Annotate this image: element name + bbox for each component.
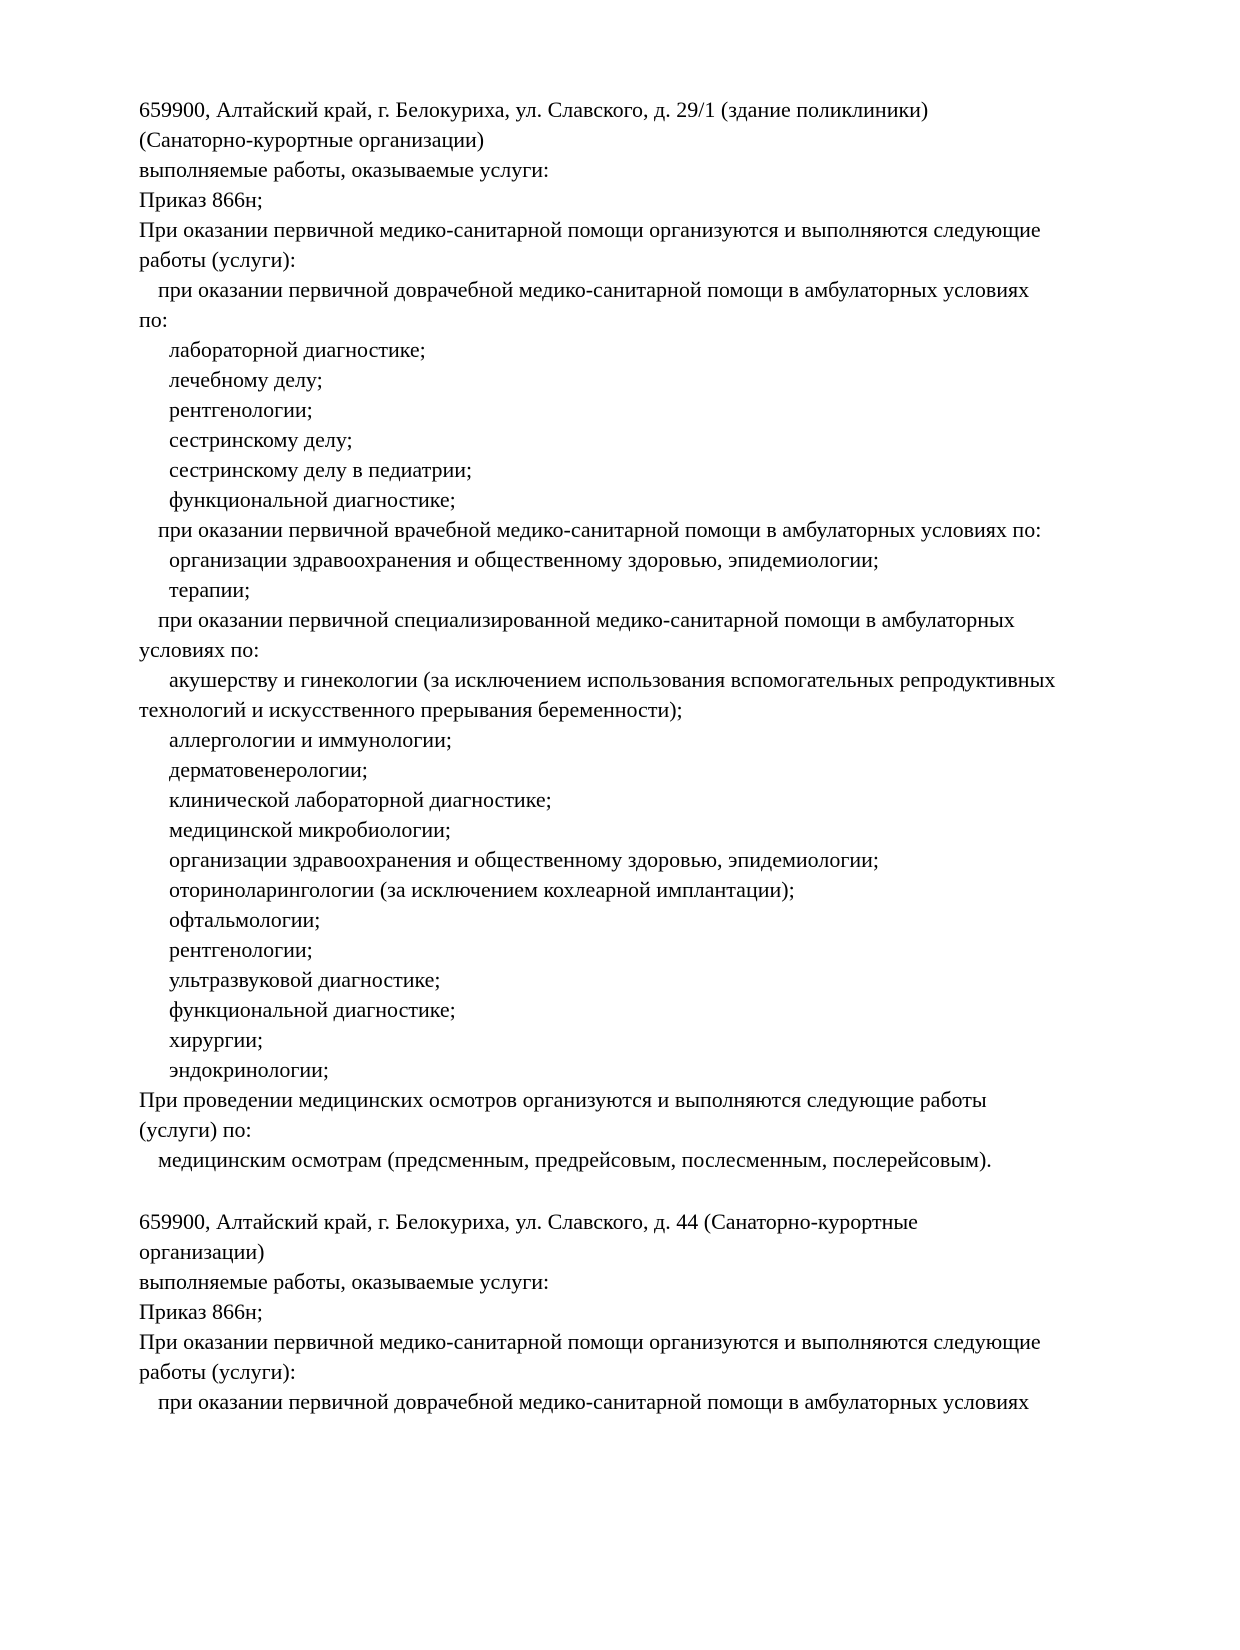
text-line: при оказании первичной доврачебной медико-санитарной помощи в амбулаторных условиях (158, 1389, 1030, 1414)
text-line: терапии; (169, 577, 251, 602)
text-line: рентгенологии; (169, 937, 313, 962)
text-line: При оказании первичной медико-санитарной помощи организуются и выполняются следующие (139, 217, 1041, 242)
text-line: организации здравоохранения и общественному здоровью, эпидемиологии; (169, 847, 880, 872)
text-line: (Санаторно-курортные организации) (139, 127, 485, 152)
text-line: при оказании первичной специализированной медико-санитарной помощи в амбулаторных (158, 607, 1015, 632)
text-line: при оказании первичной врачебной медико-санитарной помощи в амбулаторных условиях по: (158, 517, 1042, 542)
text-line: лабораторной диагностике; (169, 337, 426, 362)
text-line: 659900, Алтайский край, г. Белокуриха, ул. Славского, д. 44 (Санаторно-курортные (139, 1209, 918, 1234)
text-line: (услуги) по: (139, 1117, 252, 1142)
facility-address-block-1 (139, 95, 1180, 1175)
facility-address-block-2 (139, 1207, 1180, 1417)
text-line: хирургии; (169, 1027, 264, 1052)
text-line: при оказании первичной доврачебной медико-санитарной помощи в амбулаторных условиях (158, 277, 1030, 302)
text-line: выполняемые работы, оказываемые услуги: (139, 157, 550, 182)
text-line: лечебному делу; (169, 367, 323, 392)
text-line: дерматовенерологии; (169, 757, 368, 782)
text-line: оториноларингологии (за исключением кохлеарной имплантации); (169, 877, 795, 902)
text-line: Приказ 866н; (139, 1299, 263, 1324)
text-line: сестринскому делу в педиатрии; (169, 457, 473, 482)
text-line: работы (услуги): (139, 247, 296, 272)
text-line: организации) (139, 1239, 265, 1264)
text-line: аллергологии и иммунологии; (169, 727, 452, 752)
text-line: клинической лабораторной диагностике; (169, 787, 552, 812)
text-line: эндокринологии; (169, 1057, 330, 1082)
text-line: рентгенологии; (169, 397, 313, 422)
text-line: технологий и искусственного прерывания беременности); (139, 697, 683, 722)
text-line: 659900, Алтайский край, г. Белокуриха, ул. Славского, д. 29/1 (здание поликлиники) (139, 97, 929, 122)
text-line: по: (139, 307, 168, 332)
text-line: функциональной диагностике; (169, 997, 456, 1022)
text-line: акушерству и гинекологии (за исключением использования вспомогательных репродуктивных (169, 667, 1056, 692)
text-line: работы (услуги): (139, 1359, 296, 1384)
text-line: организации здравоохранения и общественному здоровью, эпидемиологии; (169, 547, 880, 572)
text-line: При проведении медицинских осмотров организуются и выполняются следующие работы (139, 1087, 987, 1112)
text-line: функциональной диагностике; (169, 487, 456, 512)
text-line: Приказ 866н; (139, 187, 263, 212)
text-line: медицинской микробиологии; (169, 817, 452, 842)
text-line: медицинским осмотрам (предсменным, предрейсовым, послесменным, послерейсовым). (158, 1147, 992, 1172)
text-line: офтальмологии; (169, 907, 321, 932)
text-line: сестринскому делу; (169, 427, 353, 452)
text-line: При оказании первичной медико-санитарной помощи организуются и выполняются следующие (139, 1329, 1041, 1354)
text-line: ультразвуковой диагностике; (169, 967, 441, 992)
text-line: выполняемые работы, оказываемые услуги: (139, 1269, 550, 1294)
text-line: условиях по: (139, 637, 260, 662)
